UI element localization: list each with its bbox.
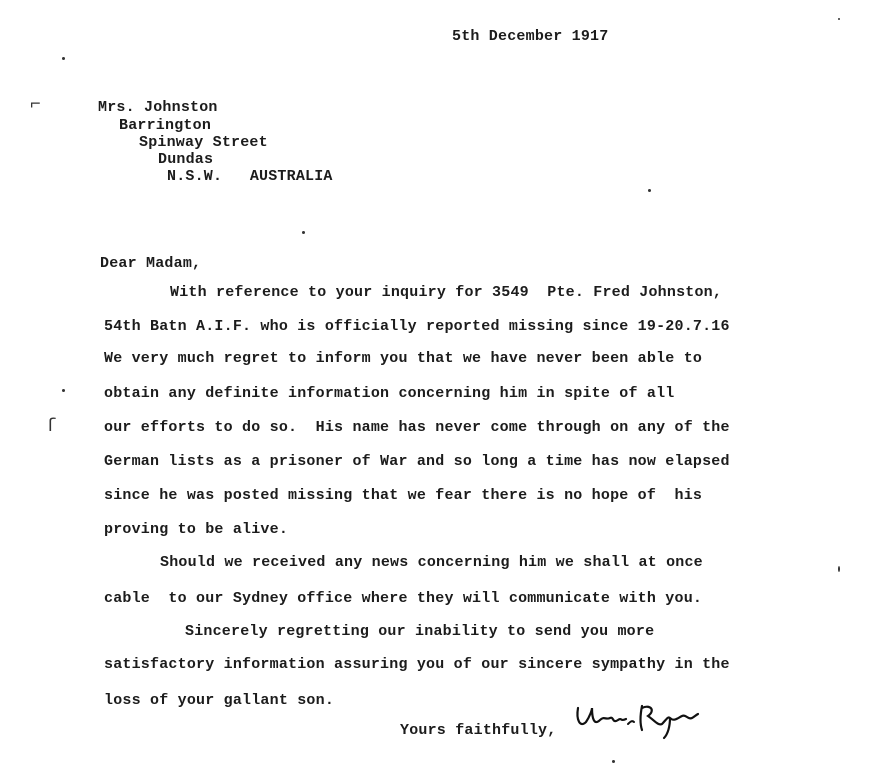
body-line: our efforts to do so. His name has never come through on any of the bbox=[104, 419, 730, 436]
scan-speck bbox=[612, 760, 615, 763]
scan-speck bbox=[838, 566, 840, 572]
body-line: satisfactory information assuring you of our sincere sympathy in the bbox=[104, 656, 730, 673]
margin-bracket-mark: ⌐ bbox=[30, 95, 41, 115]
address-line-country: N.S.W. AUSTRALIA bbox=[167, 168, 333, 185]
body-line: cable to our Sydney office where they will communicate with you. bbox=[104, 590, 703, 607]
address-line-name: Mrs. Johnston bbox=[98, 99, 218, 116]
body-line: obtain any definite information concerning him in spite of all bbox=[104, 385, 675, 402]
body-line: since he was posted missing that we fear there is no hope of his bbox=[104, 487, 703, 504]
letter-date: 5th December 1917 bbox=[452, 28, 609, 45]
scan-speck bbox=[838, 18, 840, 20]
address-line-town: Dundas bbox=[158, 151, 214, 168]
address-line-street: Spinway Street bbox=[139, 134, 268, 151]
margin-bracket-mark: ſ bbox=[46, 417, 57, 437]
body-line: proving to be alive. bbox=[104, 521, 289, 538]
body-line: German lists as a prisoner of War and so long a time has now elapsed bbox=[104, 453, 730, 470]
address-line-house: Barrington bbox=[119, 117, 212, 134]
scan-speck bbox=[62, 389, 65, 392]
body-line: We very much regret to inform you that we have never been able to bbox=[104, 350, 703, 367]
scan-speck bbox=[62, 57, 65, 60]
salutation: Dear Madam, bbox=[100, 255, 202, 272]
body-line: 54th Batn A.I.F. who is officially reported missing since 19-20.7.16 bbox=[104, 318, 730, 335]
handwritten-signature bbox=[570, 700, 700, 740]
body-line: With reference to your inquiry for 3549 Pte. Fred Johnston, bbox=[170, 284, 723, 301]
body-line: Should we received any news concerning him we shall at once bbox=[160, 554, 703, 571]
scan-speck bbox=[648, 189, 651, 192]
closing: Yours faithfully, bbox=[400, 722, 557, 739]
scan-speck bbox=[302, 231, 305, 234]
body-line: loss of your gallant son. bbox=[104, 692, 335, 709]
body-line: Sincerely regretting our inability to send you more bbox=[185, 623, 655, 640]
